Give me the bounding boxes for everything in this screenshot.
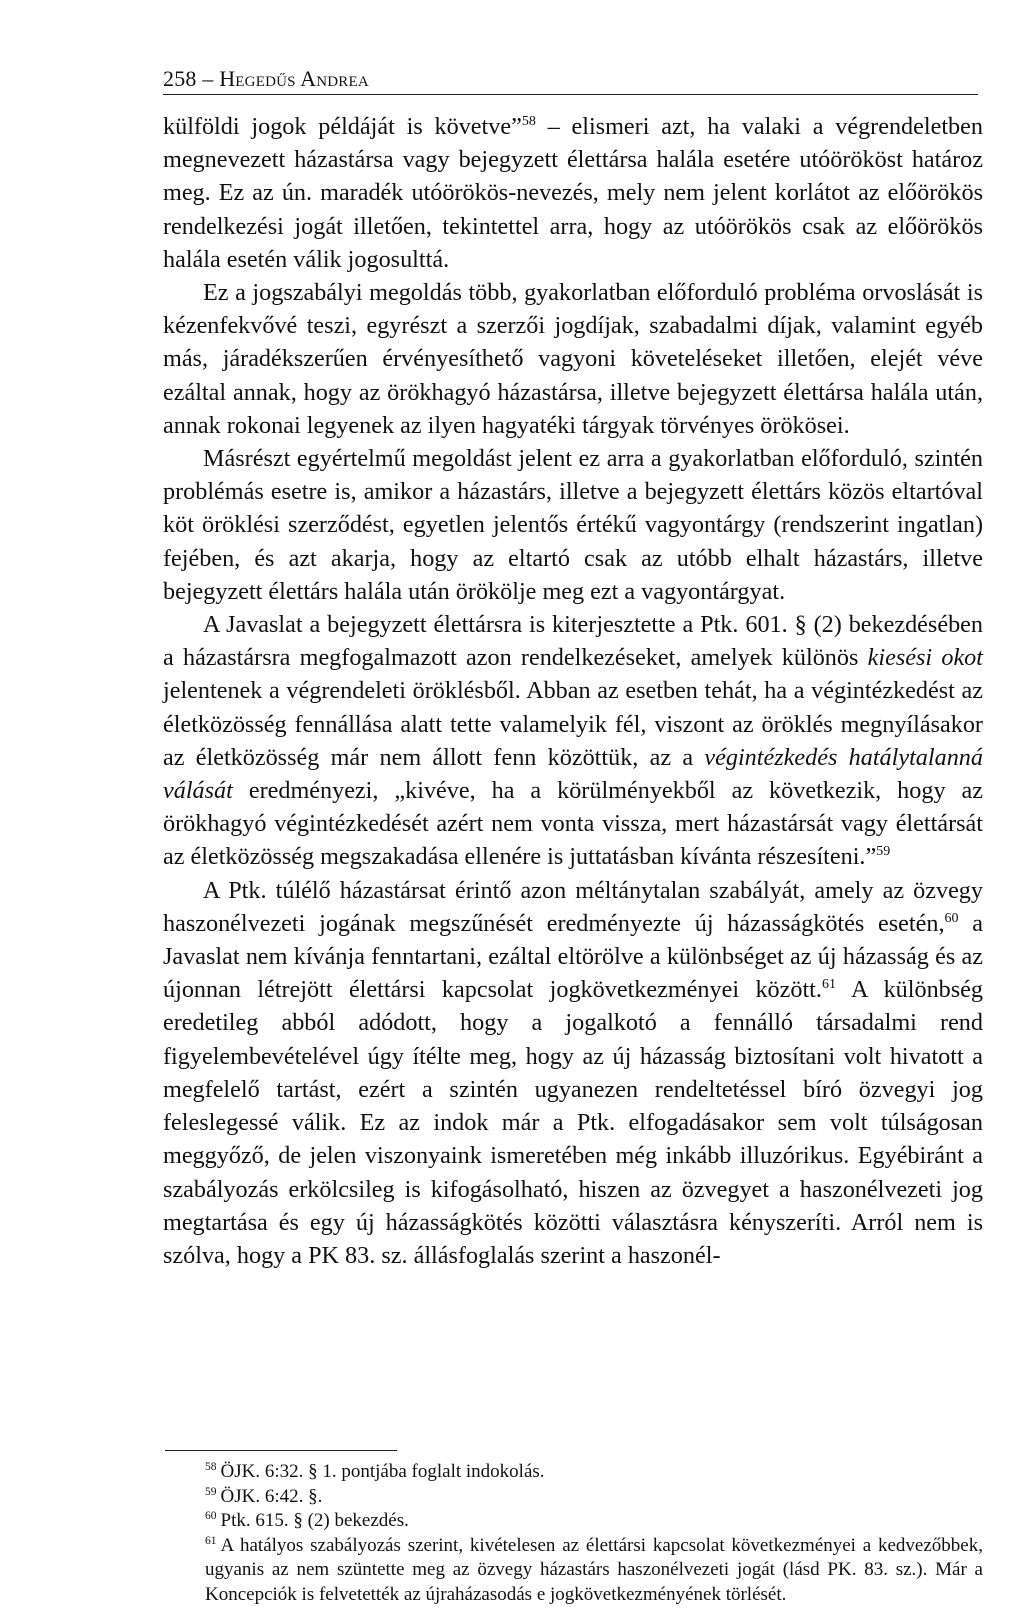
- emphasis-kiesesi-okot: kiesési okot: [868, 644, 983, 671]
- footnote-60: $^{60}$ Ptk. 615. § (2) bekezdés.: [163, 1509, 983, 1534]
- footnote-ref-58[interactable]: 58: [522, 114, 536, 129]
- paragraph-1: külföldi jogok példáját is követve”$^{58}$ – elismeri azt, ha valaki a végrendeletben megnevezett házastársa vagy bejegyzett élettársa halála esetére utóörököst határoz meg. Ez az ún. maradék utóörökös-nevezés, mely nem jelent korlátot az előörökös rendelkezési jogát illetően, tekintettel arra, hogy az utóörökös csak az előörökös halála esetén válik jogosulttá.: [163, 110, 983, 276]
- footnote-61: $^{61}$ A hatályos szabályozás szerint, kivételesen az élettársi kapcsolat következményei a kedvezőbbek, ugyanis az nem szüntette meg az özvegy házastárs haszonélvezeti jogát (lásd PK. 83. sz.). Már a Koncepciók is felvetették az újraházasodás e jogkövetkezményének törlését.: [163, 1534, 983, 1607]
- page-number: 258: [163, 66, 197, 91]
- emphasis-hatalytalanna: végintézkedés hatálytalanná válását: [163, 744, 983, 804]
- footnotes: [163, 1460, 983, 1607]
- paragraph-3: Másrészt egyértelmű megoldást jelent ez arra a gyakorlatban előforduló, szintén problémás esetre is, amikor a házastárs, illetve a bejegyzett élettárs közös eltartóval köt öröklési szerződést, egyetlen jelentős értékű vagyontárgy (rendszerint ingatlan) fejében, és azt akarja, hogy az eltartó csak az utóbb elhalt házastárs, illetve bejegyzett élettárs halála után örökölje meg ezt a vagyontárgyat.: [163, 442, 983, 608]
- paragraph-4: A Javaslat a bejegyzett élettársra is kiterjesztette a Ptk. 601. § (2) bekezdésében a házastársra megfogalmazott azon rendelkezéseket, amelyek különös kiesési okot jelentenek a végrendeleti öröklésből. Abban az esetben tehát, ha a végintézkedést az életközösség fennállása alatt tette valamelyik fél, viszont az öröklés megnyílásakor az életközösség már nem állott fenn közöttük, az a végintézkedés hatálytalanná válását eredményezi, „kivéve, ha a körülményekből az következik, hogy az örökhagyó végintézkedését azért nem vonta vissza, mert házastársát vagy élettársát az életközösség megszakadása ellenére is juttatásban kívánta részesíteni.”$^{59}$: [163, 608, 983, 874]
- header-separator: –: [202, 66, 213, 91]
- footnote-ref-60[interactable]: 60: [945, 911, 959, 926]
- header-rule: [163, 94, 978, 95]
- footnote-58: $^{58}$ ÖJK. 6:32. § 1. pontjába foglalt indokolás.: [163, 1460, 983, 1485]
- paragraph-5: A Ptk. túlélő házastársat érintő azon méltánytalan szabályát, amely az özvegy haszonélvezeti jogának megszűnését eredményezte új házasságkötés esetén,$^{60}$ a Javaslat nem kívánja fenntartani, ezáltal eltörölve a különbséget az új házasság és az újonnan létrejött élettársi kapcsolat jogkövetkezményei között.$^{61}$ A különbség eredetileg abból adódott, hogy a jogalkotó a fennálló társadalmi rend figyelembevételével úgy ítélte meg, hogy az új házasság biztosítani volt hivatott a megfelelő tartást, ezért a szintén ugyanezen rendeltetéssel bíró özvegyi jog feleslegessé válik. Ez az indok már a Ptk. elfogadásakor sem volt túlságosan meggyőző, de jelen viszonyaink ismeretében még inkább illuzórikus. Egyébiránt a szabályozás erkölcsileg is kifogásolható, hiszen az özvegyet a haszonélvezeti jog megtartása és egy új házasságkötés közötti választásra kényszeríti. Arról nem is szólva, hogy a PK 83. sz. állásfoglalás szerint a haszonél-: [163, 874, 983, 1272]
- running-header: [163, 66, 978, 92]
- footnote-rule: [165, 1450, 397, 1451]
- body-text: [163, 110, 983, 1272]
- footnote-ref-59[interactable]: 59: [876, 844, 890, 859]
- header-author: Hegedűs Andrea: [219, 66, 369, 91]
- footnote-ref-61[interactable]: 61: [822, 977, 836, 992]
- footnote-59: $^{59}$ ÖJK. 6:42. §.: [163, 1485, 983, 1510]
- paragraph-2: Ez a jogszabályi megoldás több, gyakorlatban előforduló probléma orvoslását is kézenfekvővé teszi, egyrészt a szerzői jogdíjak, szabadalmi díjak, valamint egyéb más, járadékszerűen érvényesíthető vagyoni követeléseket illetően, elejét véve ezáltal annak, hogy az örökhagyó házastársa, illetve bejegyzett élettársa halála után, annak rokonai legyenek az ilyen hagyatéki tárgyak törvényes örökösei.: [163, 276, 983, 442]
